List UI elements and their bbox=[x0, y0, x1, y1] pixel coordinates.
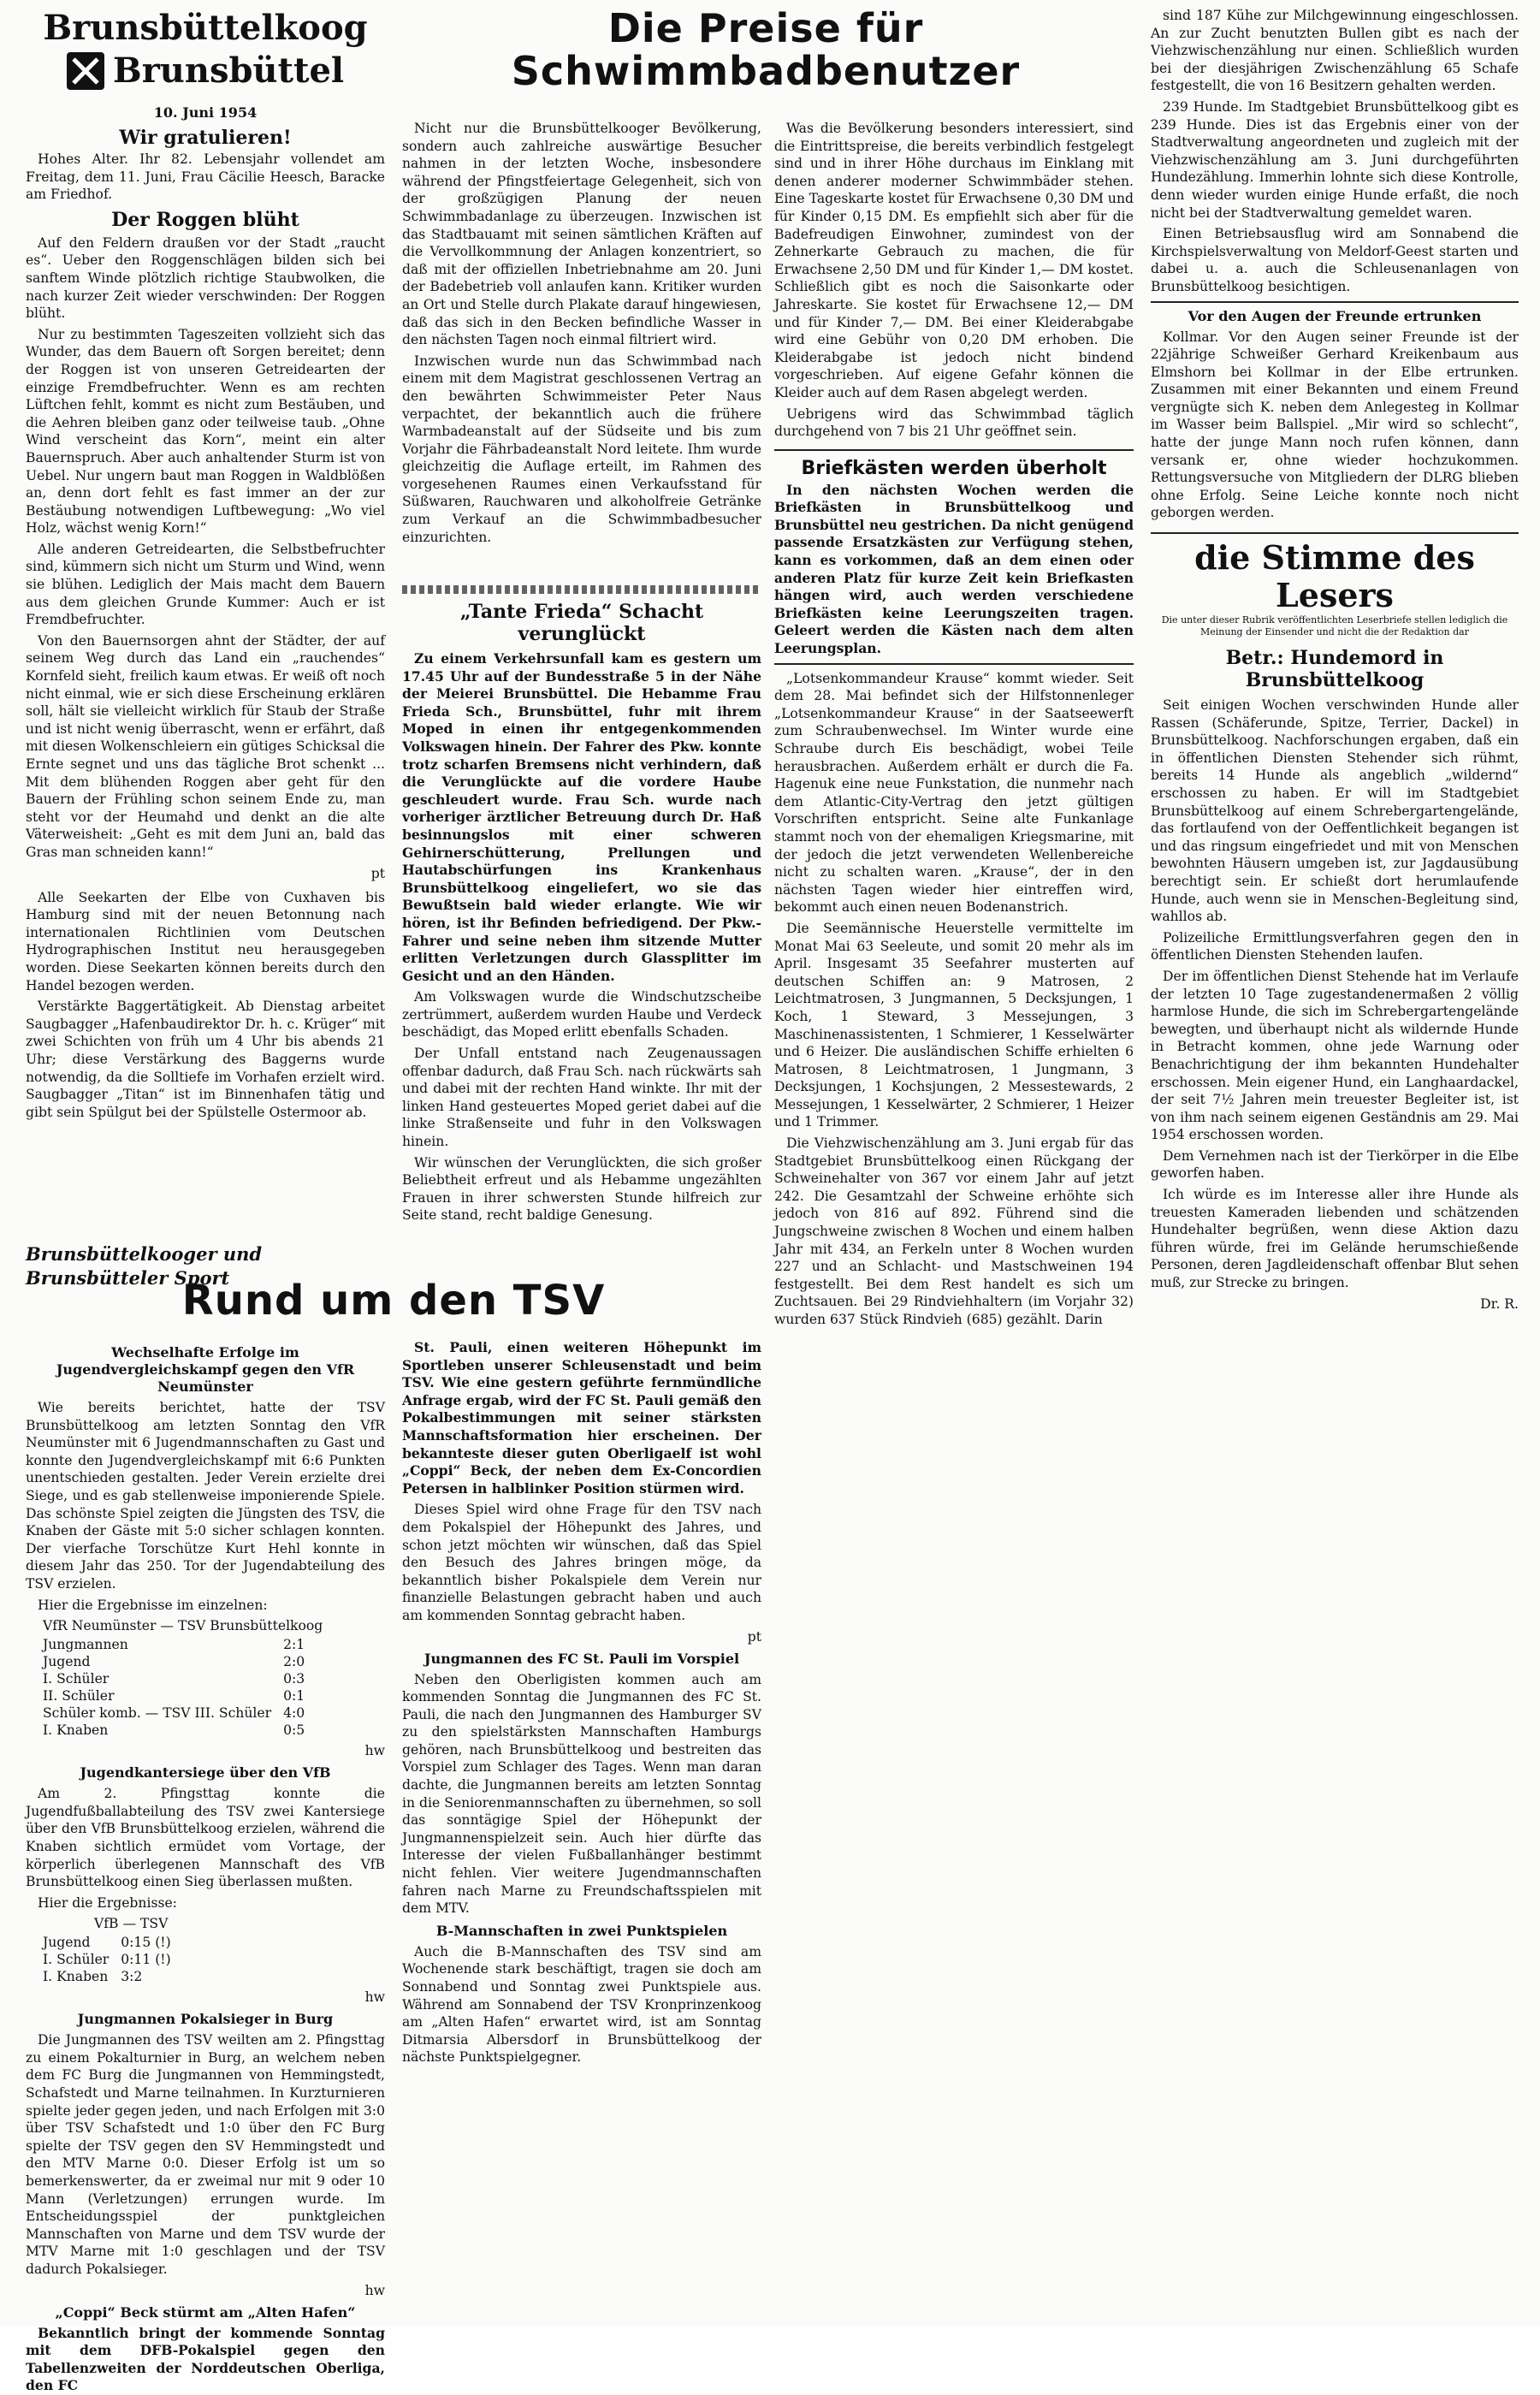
coat-of-arms-icon bbox=[67, 52, 104, 90]
schwimmbad-headline: Die Preise für Schwimmbadbenutzer bbox=[511, 5, 1021, 94]
sport-headline-wrap bbox=[26, 1275, 761, 1335]
schwimmbad-paragraph: Inzwischen wurde nun das Schwimmbad nach einem mit dem Magistrat geschlossenen Vertrag an den bewährten Schwimmeister Peter Naus verpachtet, der bekanntlich auch die frühere Warmbadeanstalt auf der Südseite und bis zum Vorjahr die Fährbadeanstalt Nord leitete. Ihm wurde gleichzeitig die Auflage erteilt, im Rahmen des vorgesehenen Raumes einen Verkaufsstand für Süßwaren, Rauchwaren und alkoholfreie Getränke zum Verkauf an die Schwimmbadbesucher einzurichten. bbox=[402, 353, 761, 545]
result-row bbox=[43, 1670, 317, 1687]
result-row bbox=[43, 1636, 317, 1653]
briefkaesten-headline: Briefkästen werden überholt bbox=[801, 457, 1107, 479]
briefkaesten-text: In den nächsten Wochen werden die Briefkästen in Brunsbüttelkoog und Brunsbüttel neu gestrichen. Da nicht genügend passende Ersatzkästen zur Verfügung stehen, kann es vorkommen, daß an dem einen oder anderen Platz für kurze Zeit kein Briefkasten hängen wird, auch werden verschiedene Briefkästen keine Leerungszeiten tragen. Geleert werden die Kästen nach dem alten Leerungsplan. bbox=[774, 481, 1134, 657]
krause-notice: „Lotsenkommandeur Krause“ kommt wieder. Seit dem 28. Mai befindet sich der Hilfstonnenleger „Lotsenkommandeur Krause“ in der Saatseewerft zum Schraubenwechsel. Im Winter wurde eine Schraube durch Eis beschädigt, wobei Teile herausbrachen. Außerdem erhält er durch die Fa. Hagenuk eine neue Funkstation, die nunmehr nach dem Atlantic-City-Vertrag den jetzt gültigen Vorschriften entspricht. Seine alte Funkanlage stammt noch von der ehemaligen Kriegsmarine, mit der jedoch die jetzt verwendeten Wellenbereiche nicht zu schalten waren. „Krause“, der in den nächsten Tagen wieder hier eintreffen wird, bekommt auch einen neuen Bodenanstrich. bbox=[774, 670, 1134, 916]
issue-date: 10. Juni 1954 bbox=[153, 104, 258, 121]
result-row bbox=[43, 1653, 317, 1670]
gratulation-headline: Wir gratulieren! bbox=[119, 127, 292, 149]
sport-paragraph: Wie bereits berichtet, hatte der TSV Brunsbüttelkoog am letzten Sonntag den VfR Neumünster mit 6 Jugendmannschaften zu Gast und konnte den Jugendvergleichskampf mit 6:6 Punkten unentschieden gestalten. Jeder Verein erzielte drei Siege, und es gab stellenweise imponierende Spiele. Das schönste Spiel zeigten die Jüngsten des TSV, die Knaben der Gäste mit 5:0 sicher schlagen konnten. Der vierfache Torschütze Kurt Hehl konnte in diesem Jahr das 250. Tor der Jugendabteilung des TSV erzielen. bbox=[26, 1400, 385, 1592]
sport-subhead: Jugendkantersiege über den VfB bbox=[80, 1764, 331, 1781]
result-team: Jugend bbox=[43, 1654, 91, 1670]
sport-paragraph: St. Pauli, einen weiteren Höhepunkt im Sportleben unserer Schleusenstadt und beim TSV. Wie eine gestern geführte fernmündliche Anfrage ergab, wird der FC St. Pauli gemäß den Pokalbestimmungen mit seiner stärksten Mannschaftsformation hier erscheinen. Der bekannteste dieser guten Oberligaelf ist wohl „Coppi“ Beck, der neben dem Ex-Concordien Petersen in halblinker Position stürmen wird. bbox=[402, 1339, 761, 1497]
divider bbox=[774, 663, 1134, 665]
masthead bbox=[26, 7, 385, 92]
sport-paragraph: Neben den Oberligisten kommen auch am kommenden Sonntag die Jungmannen des FC St. Pauli, die nach den Jungmannen des Hamburger SV zu den spielstärksten Mannschaften Hamburgs gehören, nach Brunsbüttelkoog und bestreiten das Vorspiel zum Schlager des Tages. Wenn man daran dachte, die Jungmannen bereits am letzten Sonntag in die Seniorenmannschaften zu übernehmen, so soll das sonntägige Spiel der Höhepunkt der Jungmannenspielzeit sein. Auch hier dürfte das Interesse der vielen Fußballanhänger bestimmt nicht fehlen. Vier weitere Jugendmannschaften fahren nach Marne zu Freundschaftsspielen mit dem MTV. bbox=[402, 1671, 761, 1917]
schwimmbad-text-left bbox=[402, 120, 761, 565]
sport-signature: pt bbox=[747, 1628, 761, 1645]
bagger-notice: Verstärkte Baggertätigkeit. Ab Dienstag arbeitet Saugbagger „Hafenbaudirektor Dr. h. c. Krüger“ mit zwei Schichten von früh um 4 Uhr bis abends 21 Uhr; diese Verstärkung des Baggerns wurde notwendig, da die Solltiefe im Vorhafen erzielt wird. Saugbagger „Titan“ ist im Binnenhafen tätig und gibt sein Spülgut bei der Spülstelle Ostermoor ab. bbox=[26, 999, 385, 1120]
result-team: Jugend bbox=[43, 1935, 91, 1951]
result-score: 4:0 bbox=[283, 1705, 305, 1722]
column-unfall bbox=[402, 578, 761, 1224]
result-team: I. Knaben bbox=[43, 1722, 109, 1739]
viehzaehlung-notice: Die Viehzwischenzählung am 3. Juni ergab für das Stadtgebiet Brunsbüttelkoog einen Rückgang der Schweinehalter von 367 vor einem Jahr auf jetzt 242. Die Gesamtzahl der Schweine erhöhte sich jedoch von 816 auf 892. Führend sind die Jungschweine zwischen 8 Wochen und einem halben Jahr mit 434, an Ferkeln unter 8 Wochen wurden 227 und an Schlacht- und Mastschweinen 194 festgestellt. Bei dem Rest handelt es sich um Zuchtsauen. Bei 29 Rindviehhaltern (im Vorjahr 32) wurden 637 Stück Rindvieh (685) gezählt. Darin bbox=[774, 1135, 1134, 1327]
sport-paragraph: Die Jungmannen des TSV weilten am 2. Pfingsttag zu einem Pokalturnier in Burg, an welchem neben dem FC Burg die Jungmannen von Hemmingstedt, Schafstedt und Marne teilnahmen. In Kurzturnieren spielte jeder gegen jeden, und nach Erfolgen mit 3:0 über TSV Schafstedt und 1:0 über den FC Burg spielte der TSV gegen den SV Hemmingstedt und den MTV Marne 0:0. Dieser Erfolg ist um so bemerkenswerter, da er zweimal nur mit 9 oder 10 Mann (Verletzungen) errungen wurde. Im Entscheidungsspiel der punktgleichen Mannschaften von Marne und dem TSV wurde der MTV Marne mit 1:0 geschlagen und der TSV dadurch Pokalsieger. bbox=[26, 2032, 385, 2277]
ertrunken-headline: Vor den Augen der Freunde ertrunken bbox=[1188, 307, 1482, 324]
sport-paragraph: Auch die B-Mannschaften des TSV sind am Wochenende stark beschäftigt, tragen sie doch am Sonnabend und Sonntag zwei Punktspiele aus. Während am Sonnabend der TSV Kronprinzenkoog am „Alten Hafen“ erwartet wird, ist am Sonntag Ditmarsia Albersdorf in Brunsbüttelkoog der nächste Punktspielgegner. bbox=[402, 1943, 761, 2066]
result-team: II. Schüler bbox=[43, 1688, 115, 1704]
result-row bbox=[43, 1704, 317, 1722]
seekarten-notice: Alle Seekarten der Elbe von Cuxhaven bis Hamburg sind mit der neuen Betonnung nach internationalen Richtlinien vom Deutschen Hydrographischen Institut neu herausgegeben worden. Diese Seekarten können bereits durch den Handel bezogen werden. bbox=[26, 889, 385, 993]
result-score: 2:1 bbox=[283, 1637, 305, 1653]
schwimmbad-paragraph: Nicht nur die Brunsbüttelkooger Bevölkerung, sondern auch zahlreiche auswärtige Besucher nahmen in der letzten Woche, insbesondere während der Pfingstfeiertage Gelegenheit, sich von der großzügigen Planung der neuen Schwimmbadanlage zu überzeugen. Inzwischen ist das Stadtbauamt mit seinen sämtlichen Kräften auf die Vervollkommnung der Anlagen konzentriert, so daß mit der offiziellen Inbetriebnahme am 20. Juni der Badebetrieb voll anlaufen kann. Kritiker wurden an Ort und Stelle durch Plakate darauf hingewiesen, daß das sich in den Becken befindliche Wasser in den nächsten Tagen noch einmal filtriert wird. bbox=[402, 121, 761, 348]
leserstimme-disclaimer: Die unter dieser Rubrik veröffentlichten Leserbriefe stellen lediglich die Meinung der Einsender und nicht die der Redaktion dar bbox=[1161, 614, 1508, 638]
sport-subhead: B-Mannschaften in zwei Punktspielen bbox=[435, 1922, 728, 1939]
result-team: Jungmannen bbox=[43, 1637, 128, 1653]
column-brief-news bbox=[774, 120, 1134, 1352]
preise-paragraph: Was die Bevölkerung besonders interessiert, sind die Eintrittspreise, die bereits verbindlich festgelegt sind und in ihrer Höhe durchaus im Einklang mit denen anderer moderner Schwimmbäder stehen. Eine Tageskarte kostet für Erwachsene 0,30 DM und für Kinder 0,15 DM. Es empfiehlt sich aber für die Badefreudigen Einwohner, zumindest von der Zehnerkarte Gebrauch zu machen, die für Erwachsene 2,50 DM und für Kinder 1,— DM kostet. Schließlich gibt es noch die Saisonkarte oder Jahreskarte. Sie kostet für Erwachsene 12,— DM und für Kinder 7,— DM. Bei einer Kleiderabgabe wird eine Gebühr von 0,20 DM erhoben. Die Kleiderabgabe ist jedoch nicht bindend vorgeschrieben. Auf eigene Gefahr können die Kleider auch auf dem Rasen abgelegt werden. bbox=[774, 121, 1134, 400]
roggen-paragraph: Nur zu bestimmten Tageszeiten vollzieht sich das Wunder, das dem Bauern oft Sorgen bereitet; denn der Roggen ist von unseren Getreidearten der einzige Fremdbefruchter. Wenn es am rechten Lüftchen fehlt, kommt es nicht zum Bestäuben, und die Aehren bleiben ganz oder teilweise taub. „Ohne Wind verscheint das Korn“, meint ein alter Bauernspruch. Aber auch anhaltender Sturm ist von Uebel. Nur ungern baut man Roggen in Waldblößen an, denn dort fehlt es fast immer an der zur Bestäubung notwendigen Luftbewegung: „Wo viel Holz, wächst wenig Korn!“ bbox=[26, 326, 385, 537]
result-row bbox=[43, 1951, 183, 1968]
gratulation-text: Hohes Alter. Ihr 82. Lebensjahr vollendet am Freitag, dem 11. Juni, Frau Cäcilie Heesch, Baracke am Friedhof. bbox=[26, 151, 385, 203]
unfall-lead: Zu einem Verkehrsunfall kam es gestern um 17.45 Uhr auf der Bundesstraße 5 in der Nähe der Meierei Brunsbüttel. Die Hebamme Frau Frieda Sch., Brunsbüttel, fuhr mit ihrem Moped in einen ihr entgegenkommenden Volkswagen hinein. Der Fahrer des Pkw. konnte trotz scharfen Bremsens nicht verhindern, daß die Verunglückte auf die vordere Haube geschleudert wurde. Frau Sch. wurde nach vorheriger ärztlicher Betreuung durch Dr. Haß besinnungslos mit einer schweren Gehirnerschütterung, Prellungen und Hautabschürfungen ins Krankenhaus Brunsbüttelkoog eingeliefert, wo sie das Bewußtsein bald wieder erlangte. Wie wir hören, ist ihr Befinden befriedigend. Der Pkw.-Fahrer und seine neben ihm sitzende Mutter erlitten Verletzungen durch Glassplitter im Gesicht und an den Händen. bbox=[402, 650, 761, 984]
roggen-headline: Der Roggen blüht bbox=[111, 208, 299, 231]
result-team: I. Knaben bbox=[43, 1969, 109, 1985]
hundemord-paragraph: Ich würde es im Interesse aller ihre Hunde als treuesten Kameraden liebenden und schätzenden Hundehalter begrüßen, wenn diese Aktion dazu führen würde, frei im Gelände herumschießende Personen, deren Jagdleidenschaft offenbar Blut sehen muß, zur Strecke zu bringen. bbox=[1151, 1187, 1519, 1291]
leserstimme-title: die Stimme des Lesers bbox=[1194, 538, 1475, 615]
roggen-paragraph: Von den Bauernsorgen ahnt der Städter, der auf seinem Weg durch das Land ein „rauchendes“ Kornfeld sieht, freilich kaum etwas. Er weiß oft noch nicht einmal, wie er sich diese Erscheinung erklären soll, hält sie vielleicht wirklich für Staub der Straße und ist nicht wenig überrascht, wenn er erfährt, daß mit diesen Wolkenschleiern ein gütiges Schicksal die Ernte segnet und uns das tägliche Brot schenkt ... Mit dem blühenden Roggen aber geht für den Bauern der Frühling schon seinem Ende zu, man steht vor der Heumahd und denkt an die alte Väterweisheit: „Geht es mit dem Juni an, bald das Gras man schneiden kann!“ bbox=[26, 632, 385, 860]
masthead-line1: Brunsbüttelkoog bbox=[43, 8, 368, 48]
ertrunken-text: Kollmar. Vor den Augen seiner Freunde ist der 22jährige Schweißer Gerhard Kreikenbaum aus Elmshorn bei Kollmar in der Elbe ertrunken. Zusammen mit einer Bekannten und einem Freund vergnügte sich K. neben dem Anlegesteg in Kollmar im Wasser beim Ballspiel. „Mir wird so schlecht“, hatte der junge Mann noch rufen können, dann versank er, ohne wieder hochzukommen. Rettungsversuche von Mitgliedern der DLRG blieben ohne Erfolg. Seine Leiche konnte noch nicht geborgen werden. bbox=[1151, 329, 1519, 521]
result-score: 0:15 (!) bbox=[121, 1935, 171, 1951]
masthead-line2: Brunsbüttel bbox=[112, 50, 345, 91]
sport-paragraph: Dieses Spiel wird ohne Frage für den TSV nach dem Pokalspiel der Höhepunkt des Jahres, und schon jetzt möchten wir wünschen, daß das Spiel den Besuch des Jahres bringen möge, da bekanntlich bisher Pokalspiele dem Verein nur finanzielle Belastungen gebracht haben und auch am kommenden Sonntag gebracht haben. bbox=[402, 1502, 761, 1623]
hundemord-paragraph: Der im öffentlichen Dienst Stehende hat im Verlaufe der letzten 10 Tage zugestandenermaßen 2 völlig harmlose Hunde, die sich im Schrebergartengelände bewegten, und überhaupt nicht als wildernde Hunde in Betracht kommen, ohne jede Warnung oder Benachrichtigung der ihm bekannten Hundehalter erschossen. Mein eigener Hund, ein Langhaardackel, der seit 7½ Jahren mein treuester Begleiter ist, ist von ihm nach seinem eigenen Geständnis am 29. Mai 1954 erschossen worden. bbox=[1151, 968, 1519, 1143]
result-row bbox=[43, 1722, 317, 1739]
sport-signature: hw bbox=[364, 2282, 385, 2298]
divider bbox=[774, 449, 1134, 451]
unfall-paragraph: Der Unfall entstand nach Zeugenaussagen offenbar dadurch, daß Frau Sch. nach rückwärts sah und dabei mit der rechten Hand winkte. Ihr mit der linken Hand gesteuertes Moped geriet dabei auf die linke Straßenseite und fuhr in den Volkswagen hinein. bbox=[402, 1046, 761, 1150]
divider bbox=[1151, 301, 1519, 303]
ergebnisse-intro: Hier die Ergebnisse im einzelnen: bbox=[38, 1597, 268, 1613]
hunde-notice: 239 Hunde. Im Stadtgebiet Brunsbüttelkoog gibt es 239 Hunde. Dies ist das Ergebnis einer von der Stadtverwaltung angeordneten und zugleich mit der Viehzwischenzählung am 3. Juni durchgeführten Hundezählung. Immerhin lohnte sich diese Kontrolle, denn wieder wurden einige Hunde erfaßt, die noch nicht bei der Stadtverwaltung gemeldet waren. bbox=[1151, 98, 1519, 221]
hundemord-paragraph: Seit einigen Wochen verschwinden Hunde aller Rassen (Schäferunde, Spitze, Terrier, Dackel) in Brunsbüttelkoog. Nachforschungen ergaben, daß ein in öffentlichen Diensten Stehender sich rühmt, bereits 14 Hunde als angeblich „wildernd“ erschossen zu haben. Er will im Stadtgebiet Brunsbüttelkoog auf einem Schrebergartengelände, das fortlaufend von der Oeffentlichkeit begangen ist und das ringsum eingefriedet und mit von Menschen bewohnten Häusern umgeben ist, zur Jagdausübung berechtigt sein. Er schießt dort herumlaufende Hunde, auch wenn sie in Menschen-Begleitung sind, wahllos ab. bbox=[1151, 697, 1519, 925]
result-team: I. Schüler bbox=[43, 1952, 110, 1968]
result-score: 0:11 (!) bbox=[121, 1952, 171, 1968]
column-right bbox=[1151, 7, 1519, 1752]
preise-paragraph: Uebrigens wird das Schwimmbad täglich durchgehend von 7 bis 21 Uhr geöffnet sein. bbox=[774, 406, 1134, 440]
sport-signature: hw bbox=[364, 1989, 385, 2006]
sport-headline: Rund um den TSV bbox=[181, 1277, 606, 1325]
hundemord-signature: Dr. R. bbox=[1480, 1295, 1519, 1312]
sport-subhead: Jungmannen des FC St. Pauli im Vorspiel bbox=[424, 1650, 740, 1667]
sport-subhead: „Coppi“ Beck stürmt am „Alten Hafen“ bbox=[55, 2303, 356, 2321]
heuerstelle-notice: Die Seemännische Heuerstelle vermittelte im Monat Mai 63 Seeleute, und somit 20 mehr als im April. Insgesamt 35 Seefahrer musterten auf deutschen Schiffen an: 9 Matrosen, 2 Leichtmatrosen, 3 Jungmannen, 5 Decksjungen, 1 Koch, 1 Steward, 3 Messejungen, 3 Maschinenassistenten, 1 Schmierer, 1 Kesselwärter und 6 Heizer. Die ausländischen Schiffe erhielten 6 Matrosen, 8 Leichtmatrosen, 1 Jungmann, 3 Decksjungen, 1 Kochsjungen, 2 Messestewards, 2 Messejungen, 1 Kesselwärter, 2 Schmierer, 1 Heizer und 1 Trimmer. bbox=[774, 920, 1134, 1130]
results-table bbox=[43, 1636, 317, 1739]
result-row bbox=[43, 1968, 183, 1985]
sport-banner bbox=[26, 1242, 402, 1289]
result-score: 0:3 bbox=[283, 1671, 305, 1687]
hundemord-paragraph: Dem Vernehmen nach ist der Tierkörper in die Elbe geworfen haben. bbox=[1151, 1147, 1519, 1182]
result-score: 0:1 bbox=[283, 1688, 305, 1704]
result-score: 0:5 bbox=[283, 1722, 305, 1739]
divider bbox=[1151, 532, 1519, 534]
ergebnisse-title: VfB — TSV bbox=[94, 1916, 169, 1932]
divider bbox=[402, 585, 761, 594]
sport-subhead: Jungmannen Pokalsieger in Burg bbox=[77, 2011, 334, 2028]
roggen-paragraph: Alle anderen Getreidearten, die Selbstbefruchter sind, kümmern sich nicht um Sturm und Wind, wenn sie blühen. Lediglich der Mais macht dem Bauern aus dem gleichen Grunde Kummer: Auch er ist Fremdbefruchter. bbox=[26, 541, 385, 628]
sport-signature: hw bbox=[364, 1743, 385, 1759]
unfall-headline: „Tante Frieda“ Schacht verunglückt bbox=[459, 601, 704, 645]
unfall-paragraph: Wir wünschen der Verunglückten, die sich großer Beliebtheit erfreut und als Hebamme ungezählten Frauen in ihrer schwersten Stunde hilfreich zur Seite stand, recht baldige Genesung. bbox=[402, 1154, 761, 1224]
masthead-line2-row bbox=[26, 50, 385, 92]
hundemord-paragraph: Polizeiliche Ermittlungsverfahren gegen den in öffentlichen Diensten Stehenden laufen. bbox=[1151, 929, 1519, 963]
result-row bbox=[43, 1934, 183, 1951]
ergebnisse-title: VfR Neumünster — TSV Brunsbüttelkoog bbox=[43, 1618, 323, 1634]
result-team: I. Schüler bbox=[43, 1671, 110, 1687]
vieh-continuation: sind 187 Kühe zur Milchgewinnung eingeschlossen. An zur Zucht benutzten Bullen gibt es nach der Viehzwischenzählung nur einen. Schließlich wurden bei der diesjährigen Zwischenzählung 65 Schafe festgestellt, die von 16 Besitzern gehalten werden. bbox=[1151, 8, 1519, 94]
sport-banner-text: Brunsbüttelkooger und Brunsbütteler Sport bbox=[26, 1243, 263, 1289]
results-table bbox=[43, 1934, 183, 1985]
sport-subhead: Wechselhafte Erfolge im Jugendvergleichskampf gegen den VfR Neumünster bbox=[56, 1344, 355, 1395]
column-local-news bbox=[26, 7, 385, 1224]
result-row bbox=[43, 1687, 317, 1704]
sport-column-2 bbox=[402, 1339, 761, 2066]
sport-paragraph: Am 2. Pfingsttag konnte die Jugendfußballabteilung des TSV zwei Kantersiege über den VfB Brunsbüttelkoog erzielen, während die Knaben sichtlich ermüdet vom Vortage, der körperlich überlegenen Mannschaft des VfB Brunsbüttelkoog einen Sieg überlassen mußten. bbox=[26, 1786, 385, 1890]
result-score: 2:0 bbox=[283, 1654, 305, 1670]
hundemord-headline: Betr.: Hundemord in Brunsbüttelkoog bbox=[1225, 647, 1444, 692]
ergebnisse-intro: Hier die Ergebnisse: bbox=[38, 1894, 177, 1911]
ausflug-notice: Einen Betriebsausflug wird am Sonnabend die Kirchspielsverwaltung von Meldorf-Geest starten und dabei u. a. auch die Schleusenanlagen von Brunsbüttelkoog besichtigen. bbox=[1151, 226, 1519, 294]
unfall-paragraph: Am Volkswagen wurde die Windschutzscheibe zertrümmert, außerdem wurden Haube und Verdeck beschädigt, das Moped erlitt ebenfalls Schaden. bbox=[402, 989, 761, 1040]
sport-paragraph: Bekanntlich bringt der kommende Sonntag mit dem DFB-Pokalspiel gegen den Tabellenzweiten der Norddeutschen Oberliga, den FC bbox=[26, 2324, 385, 2394]
result-team: Schüler komb. — TSV III. Schüler bbox=[43, 1705, 272, 1722]
roggen-signature: pt bbox=[370, 865, 385, 881]
result-score: 3:2 bbox=[121, 1969, 143, 1985]
sport-column-1 bbox=[26, 1339, 385, 2394]
roggen-paragraph: Auf den Feldern draußen vor der Stadt „raucht es“. Ueber den Roggenschlägen bilden sich bei sanftem Winde plötzlich richtige Staubwolken, die nach kurzer Zeit wieder verschwinden: Der Roggen blüht. bbox=[26, 234, 385, 322]
